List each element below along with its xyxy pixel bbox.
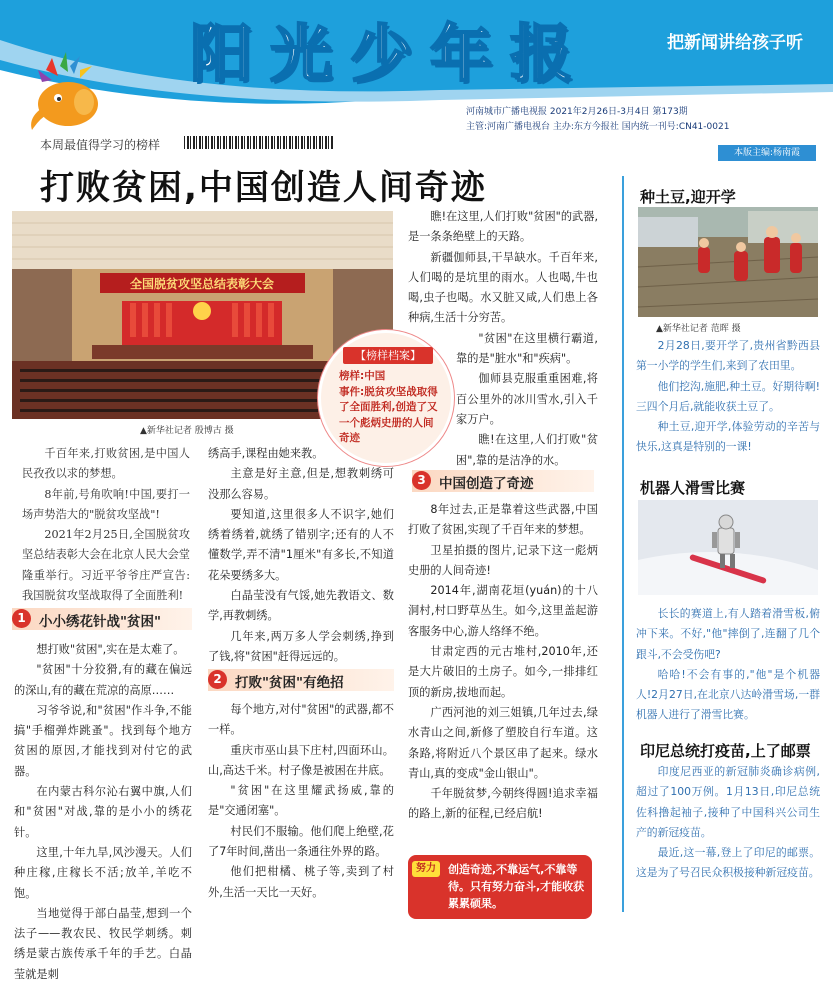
- paragraph: 在内蒙古科尔沁右翼中旗,人们和"贫困"对战,靠的是小小的绣花针。: [14, 785, 192, 839]
- paragraph: 卫星拍摄的图片,记录下这一彪炳史册的人间奇迹!: [408, 543, 598, 577]
- section-3-body: [408, 500, 598, 825]
- column-3-top: [408, 207, 598, 471]
- sidebar-story-2-title: 机器人滑雪比赛: [640, 479, 746, 497]
- issue-info: 河南城市广播电视报 2021年2月26日-3月4日 第173期: [466, 107, 688, 117]
- paragraph: 瞧!在这里,人们打败"贫困",靠的是洁净的水。: [456, 433, 598, 467]
- editor-tag: 本版主编:杨南霞: [718, 145, 816, 161]
- paragraph: "贫困"在这里耀武扬威,靠的是"交通闭塞"。: [208, 784, 394, 818]
- intro-paragraph: 千百年来,打败贫困,是中国人民孜孜以求的梦想。: [22, 447, 190, 481]
- potato-planting-photo: [638, 207, 818, 317]
- hero-caption: ▲新华社记者 殷博古 摄: [140, 426, 234, 436]
- paragraph: 重庆市巫山县下庄村,四面环山。山,高达千米。村子像是被困在井底。: [208, 743, 394, 777]
- barcode-decoration: [184, 136, 334, 149]
- paragraph: 要知道,这里很多人不识字,她们绣着绣着,就绣了错别字;还有的人不懂数学,弄不清"1厘米"有多长,不知道花朵要绣多大。: [208, 507, 394, 582]
- intro-paragraph: 2021年2月25日,全国脱贫攻坚总结表彰大会在北京人民大会堂隆重举行。习近平爷爷庄严宣告:我国脱贫攻坚战取得了全面胜利!: [22, 528, 190, 603]
- paragraph: 伽师县克服重重困难,将百公里外的冰川雪水,引入千家万户。: [456, 372, 598, 426]
- paragraph: "贫困"在这里横行霸道,靠的是"脏水"和"疾病"。: [456, 331, 598, 366]
- section-3-heading: [412, 470, 594, 492]
- paragraph: 瞧!在这里,人们打败"贫困"的武器,是一条条绝壁上的天路。: [408, 210, 598, 244]
- paper-title: 阳光少年报: [190, 17, 591, 90]
- section-title: 中国创造了奇迹: [439, 476, 534, 492]
- sidebar-story-3-body: [636, 762, 820, 884]
- section-number: 1: [12, 609, 31, 628]
- paragraph: 2014年,湖南花垣(yuán)的十八洞村,村口野草丛生。如今,这里盖起游客服务中心,游人络绎不绝。: [408, 584, 598, 638]
- effort-tag: 努力: [412, 861, 440, 877]
- paragraph: 当地觉得于部白晶莹,想到一个法子——教农民、牧民学刺绣。刺绣是蒙古族传承千年的手艺。白晶莹就是刺: [14, 906, 192, 981]
- section-2-body: [208, 700, 394, 903]
- intro-text: [22, 444, 190, 606]
- section-1-body: [14, 640, 192, 985]
- paragraph: 最近,这一幕,登上了印尼的邮票。这是为了号召民众积极接种新冠疫苗。: [636, 846, 820, 880]
- paragraph: 哈哈!不会有事的,"他"是个机器人!2月27日,在北京八达岭滑雪场,一群机器人进行了滑雪比赛。: [636, 667, 820, 722]
- recommend-label: 本周最值得学习的榜样: [40, 138, 161, 152]
- sidebar-story-1-title: 种土豆,迎开学: [640, 188, 736, 206]
- paragraph: 白晶莹没有气馁,她先教语文、数学,再教刺绣。: [208, 589, 394, 623]
- ski-photo-illustration: [638, 500, 818, 595]
- paragraph: 几年来,两万多人学会刺绣,挣到了钱,将"贫困"赶得远远的。: [208, 629, 394, 663]
- section-title: 小小绣花针战"贫困": [39, 614, 162, 630]
- potato-photo-caption: ▲新华社记者 范晖 摄: [656, 324, 741, 334]
- paragraph: 主意是好主意,但是,想教刺绣可没那么容易。: [208, 467, 394, 501]
- paragraph: 村民们不服输。他们爬上绝壁,花了7年时间,凿出一条通往外界的路。: [208, 824, 394, 859]
- elephant-logo-icon: [22, 48, 112, 132]
- sidebar-story-2-body: [636, 604, 820, 726]
- section-1-heading: [12, 608, 192, 630]
- field-photo-illustration: [638, 207, 818, 317]
- hero-banner: 全国脱贫攻坚总结表彰大会: [129, 277, 275, 291]
- badge-title: 【榜样档案】: [343, 347, 433, 364]
- publisher-info: 主管:河南广播电视台 主办:东方今报社 国内统一刊号:CN41-0021: [466, 122, 730, 132]
- masthead: [0, 0, 833, 138]
- section-2-heading: [208, 669, 394, 691]
- page-headline: 打败贫困,中国创造人间奇迹: [40, 168, 487, 208]
- paragraph: 8年过去,正是靠着这些武器,中国打败了贫困,实现了千百年来的梦想。: [408, 503, 598, 537]
- paragraph: 2月28日,要开学了,贵州省黔西县第一小学的学生们,来到了农田里。: [636, 339, 820, 373]
- paragraph: 这里,十年九旱,风沙漫天。人们种庄稼,庄稼长不活;放羊,羊吃不饱。: [14, 845, 192, 900]
- section-title: 打败"贫困"有绝招: [235, 675, 344, 691]
- paragraph: 广西河池的刘三姐镇,几年过去,绿水青山之间,新修了塑胶自行车道。这条路,将附近八个景区串了起来。绿水青山,真的变成"金山银山"。: [408, 705, 598, 780]
- paragraph: 千年脱贫梦,今朝终得圆!追求幸福的路上,新的征程,已经启航!: [408, 787, 598, 821]
- paragraph: 种土豆,迎开学,体验劳动的辛苦与快乐,这真是特别的一课!: [636, 420, 820, 454]
- paragraph: 想打败"贫困",实在是太难了。: [36, 643, 185, 656]
- effort-text: 创造奇迹,不靠运气,不靠等待。只有努力奋斗,才能收获累累硕果。: [448, 863, 585, 910]
- section-number: 2: [208, 670, 227, 689]
- paragraph: 他们挖沟,施肥,种土豆。好期待啊!三四个月后,就能收获土豆了。: [636, 379, 820, 413]
- paragraph: 新疆伽师县,干旱缺水。千百年来,人们喝的是坑里的雨水。人也喝,牛也喝,虫子也喝。水又脏又咸,人们患上各种病,生活十分穷苦。: [408, 250, 598, 325]
- slogan: 把新闻讲给孩子听: [667, 33, 803, 53]
- paragraph: 甘肃定西的元古堆村,2010年,还是大片破旧的土房子。如今,一排排红顶的新房,拔地而起。: [408, 645, 598, 699]
- paragraph: 他们把柑橘、桃子等,卖到了村外,生活一天比一天好。: [208, 865, 394, 899]
- paragraph: "贫困"十分狡猾,有的藏在偏远的深山,有的藏在荒凉的高原……: [14, 663, 192, 697]
- robot-skiing-photo: [638, 500, 818, 595]
- sidebar-story-1-body: [636, 336, 820, 458]
- paragraph: 长长的赛道上,有人踏着滑雪板,俯冲下来。不好,"他"摔倒了,连翻了几个跟斗,不会受伤吧?: [636, 607, 820, 661]
- effort-callout: [408, 855, 592, 919]
- badge-text: 榜样:中国 事件:脱贫攻坚战取得了全面胜利,创造了又一个彪炳史册的人间奇迹: [339, 370, 438, 444]
- column-2-top: [208, 444, 394, 667]
- paragraph: 印度尼西亚的新冠肺炎确诊病例,超过了100万例。1月13日,印尼总统佐科撸起袖子,接种了中国科兴公司生产的新冠疫苗。: [636, 765, 820, 839]
- paragraph: 每个地方,对付"贫困"的武器,都不一样。: [208, 703, 394, 737]
- section-number: 3: [412, 471, 431, 490]
- paragraph: 绣高手,课程由她来教。: [208, 447, 324, 460]
- sidebar-divider: [622, 176, 624, 912]
- paragraph: 习爷爷说,和"贫困"作斗争,不能搞"手榴弹炸跳蚤"。找到每个地方贫困的原因,才能找到对付它的武器。: [14, 703, 192, 778]
- intro-paragraph: 8年前,号角吹响!中国,要打一场声势浩大的"脱贫攻坚战"!: [22, 487, 190, 521]
- sidebar-story-3-title: 印尼总统打疫苗,上了邮票: [640, 742, 811, 760]
